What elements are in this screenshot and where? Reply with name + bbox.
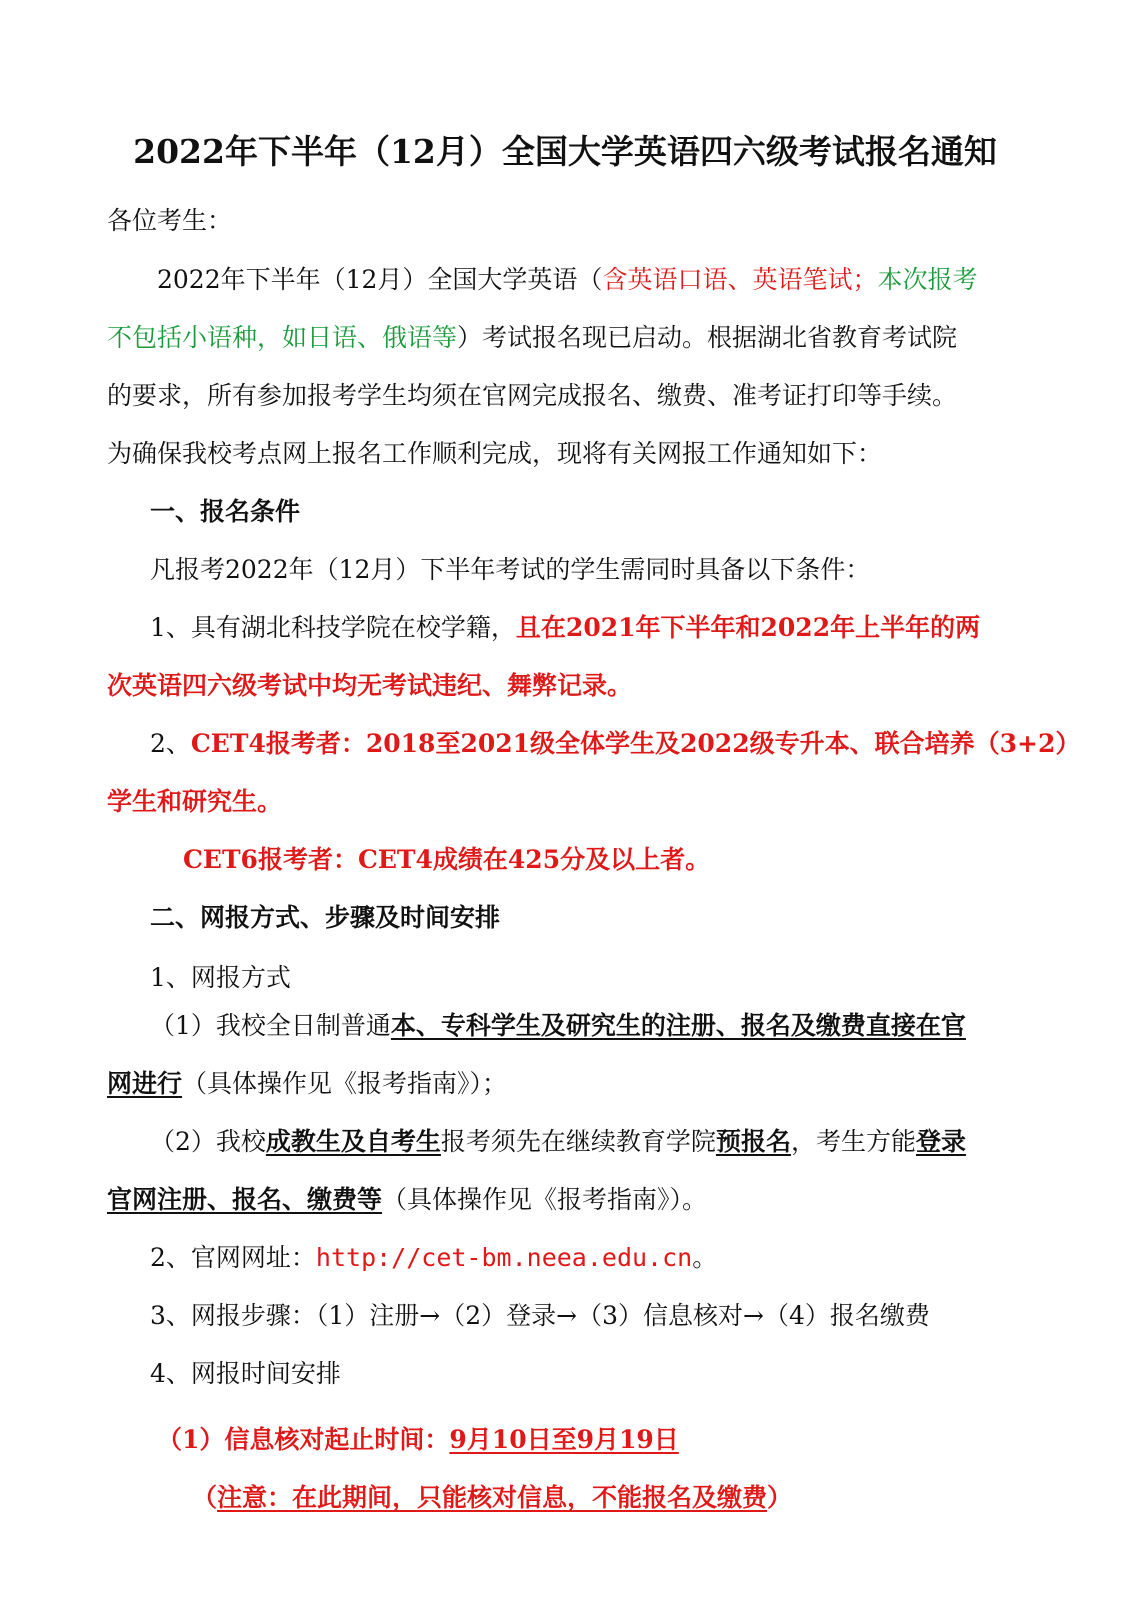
intro-line-1: [0, 264, 1130, 296]
method-1-line-2: [0, 1068, 1130, 1100]
condition-2-number: 2、: [150, 729, 191, 758]
note-open-paren: （: [192, 1483, 218, 1512]
schedule-title: 4、网报时间安排: [150, 1359, 341, 1388]
intro-exam-scope: 含英语口语、英语笔试；: [602, 265, 878, 294]
method-2-login: 登录: [915, 1127, 966, 1156]
condition-2-line-2: 学生和研究生。: [107, 787, 283, 816]
section-2-heading: 二、网报方式、步骤及时间安排: [150, 903, 501, 932]
intro-line-2: [0, 322, 1130, 354]
intro-line-3: 的要求，所有参加报考学生均须在官网完成报名、缴费、准考证打印等手续。: [107, 381, 958, 410]
condition-1-highlight: 且在2021年下半年和2022年上半年的两: [515, 613, 981, 642]
method-2-line-1: [0, 1126, 1130, 1158]
intro-exclusion: 本次报考: [877, 265, 978, 294]
method-2-register-pay: 官网注册、报名、缴费等: [107, 1185, 383, 1214]
verification-label: （1）信息核对起止时间：: [157, 1425, 450, 1454]
method-2-guide-ref: （具体操作见《报考指南》）。: [382, 1185, 708, 1214]
intro-line-4: 为确保我校考点网上报名工作顺利完成，现将有关网报工作通知如下：: [107, 439, 883, 468]
verification-period: [0, 1424, 1130, 1456]
section-1-lead: 凡报考2022年（12月）下半年考试的学生需同时具备以下条件：: [150, 555, 871, 584]
method-1-underlined: 本、专科学生及研究生的注册、报名及缴费直接在官: [390, 1011, 966, 1040]
intro-text: ）考试报名现已启动。根据湖北省教育考试院: [457, 323, 958, 352]
method-1-line-1: [0, 1010, 1130, 1042]
method-2-pre-register: 预报名: [715, 1127, 791, 1156]
official-site-line: [0, 1242, 1130, 1274]
note-close-paren: ）: [767, 1483, 793, 1512]
method-1-text: （1）我校全日制普通: [150, 1011, 391, 1040]
verification-note: [0, 1482, 1130, 1514]
official-site-link[interactable]: http://cet-bm.neea.edu.cn: [315, 1243, 693, 1272]
condition-cet6: CET6报考者：CET4成绩在425分及以上者。: [183, 845, 711, 874]
note-text: 注意：在此期间，只能核对信息，不能报名及缴费: [217, 1483, 768, 1512]
method-2-line-2: [0, 1184, 1130, 1216]
section-1-heading: 一、报名条件: [150, 497, 301, 526]
method-2-text-3: ，考生方能: [790, 1127, 916, 1156]
intro-text: 2022年下半年（12月）全国大学英语（: [157, 265, 603, 294]
condition-2-line-1: [0, 728, 1130, 760]
method-1-underlined-cont: 网进行: [107, 1069, 183, 1098]
method-2-text-2: 报考须先在继续教育学院: [440, 1127, 716, 1156]
official-site-label: 2、官网网址：: [150, 1243, 316, 1272]
method-1-guide-ref: （具体操作见《报考指南》）；: [182, 1069, 508, 1098]
condition-2-cet4: CET4报考者：2018至2021级全体学生及2022级专升本、联合培养（3+2）: [190, 729, 1081, 758]
page-title: 2022年下半年（12月）全国大学英语四六级考试报名通知: [133, 132, 997, 171]
verification-dates: 9月10日至9月19日: [449, 1425, 679, 1454]
registration-steps: 3、网报步骤：（1）注册→（2）登录→（3）信息核对→（4）报名缴费: [150, 1301, 930, 1330]
condition-1-text: 1、具有湖北科技学院在校学籍，: [150, 613, 516, 642]
method-title: 1、网报方式: [150, 963, 291, 992]
greeting: 各位考生：: [107, 206, 233, 235]
method-2-adult-students: 成教生及自考生: [265, 1127, 441, 1156]
official-site-end: 。: [692, 1243, 718, 1272]
condition-1-line-2: 次英语四六级考试中均无考试违纪、舞弊记录。: [107, 671, 633, 700]
method-2-text: （2）我校: [150, 1127, 266, 1156]
condition-1-line-1: [0, 612, 1130, 644]
intro-exclusion-cont: 不包括小语种，如日语、俄语等: [107, 323, 458, 352]
